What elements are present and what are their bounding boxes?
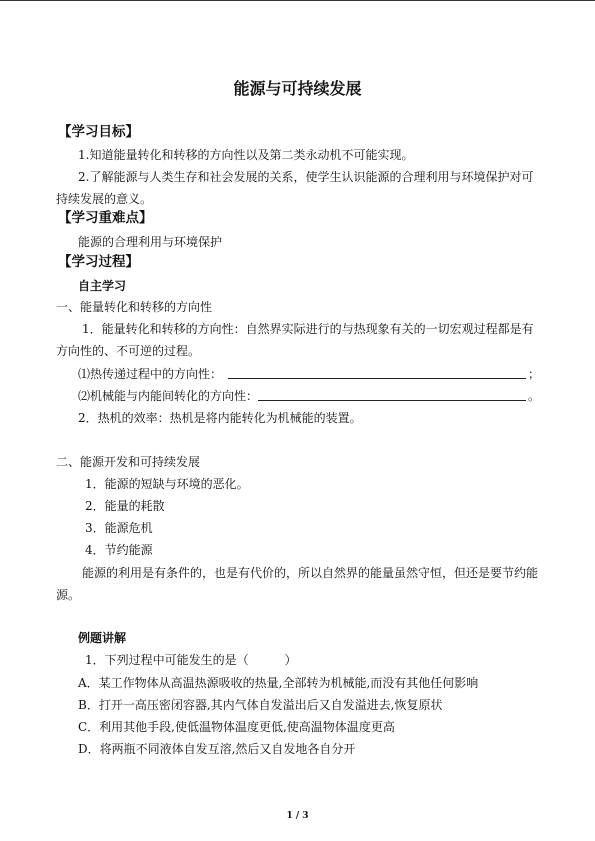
part2-item-1: 1．能源的短缺与环境的恶化。 <box>85 477 249 491</box>
example-option-a: A．某工作物体从高温热源吸收的热量,全部转为机械能,而没有其他任何影响 <box>78 676 479 690</box>
part2-item-3: 3．能源危机 <box>85 521 153 535</box>
question-1-answer-blank[interactable] <box>228 378 526 379</box>
part2-note-line-2: 源。 <box>56 588 81 602</box>
part1-paragraph-1-line-1: 1．能量转化和转移的方向性：自然界实际进行的与热现象有关的一切宏观过程都是有 <box>82 322 534 336</box>
example-option-d: D．将两瓶不同液体自发互溶,然后又自发地各自分开 <box>78 742 356 756</box>
page-number: 1 / 3 <box>286 811 309 821</box>
key-points-heading: 【学习重难点】 <box>58 210 153 226</box>
process-heading: 【学习过程】 <box>58 254 139 270</box>
question-2-end-mark: 。 <box>528 389 541 403</box>
example-question-1: 1．下列过程中可能发生的是（ ） <box>85 653 297 667</box>
part2-item-4: 4．节约能源 <box>85 543 153 557</box>
examples-title: 例题讲解 <box>78 631 127 645</box>
goals-item-1: 1.知道能量转化和转移的方向性以及第二类永动机不可能实现。 <box>78 148 414 162</box>
question-2-answer-blank[interactable] <box>258 400 526 401</box>
question-1-end-mark: ； <box>528 367 541 381</box>
part1-title: 一、能量转化和转移的方向性 <box>56 300 213 314</box>
part2-note-line-1: 能源的利用是有条件的，也是有代价的，所以自然界的能量虽然守恒，但还是要节约能 <box>82 566 539 580</box>
document-title: 能源与可持续发展 <box>233 79 362 98</box>
example-option-c: C．利用其他手段,使低温物体温度更低,使高温物体温度更高 <box>78 720 395 734</box>
key-points-text: 能源的合理利用与环境保护 <box>78 235 223 249</box>
goals-heading: 【学习目标】 <box>58 124 139 140</box>
self-study-label: 自主学习 <box>78 279 127 293</box>
part1-paragraph-2: 2．热机的效率：热机是将内能转化为机械能的装置。 <box>78 411 362 425</box>
part2-item-2: 2．能量的耗散 <box>85 499 165 513</box>
question-2-label: ⑵机械能与内能间转化的方向性： <box>78 389 259 403</box>
goals-item-2-line-2: 持续发展的意义。 <box>56 192 153 206</box>
part2-title: 二、能源开发和可持续发展 <box>56 455 201 469</box>
example-option-b: B．打开一高压密闭容器,其内气体自发溢出后又自发溢进去,恢复原状 <box>78 698 443 712</box>
question-1-label: ⑴热传递过程中的方向性： <box>78 367 223 381</box>
part1-paragraph-1-line-2: 方向性的、不可逆的过程。 <box>56 344 201 358</box>
goals-item-2-line-1: 2.了解能源与人类生存和社会发展的关系，使学生认识能源的合理利用与环境保护对可 <box>78 170 534 184</box>
